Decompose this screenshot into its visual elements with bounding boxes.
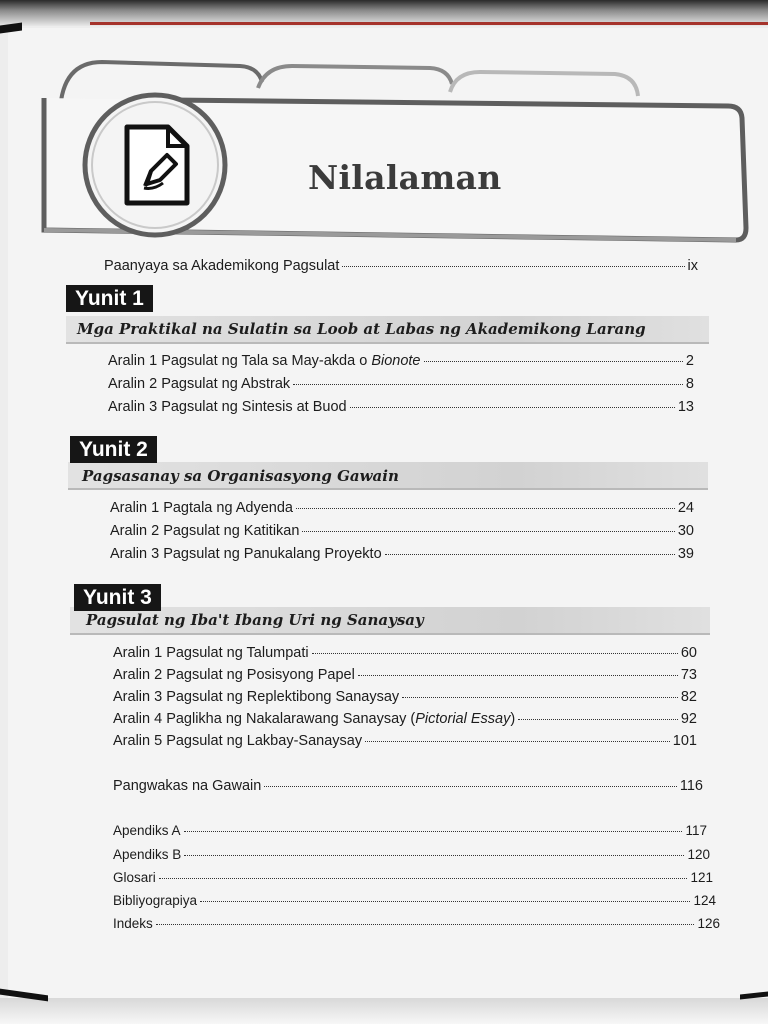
toc-entry-page: 30 [677,523,694,539]
leader-dots [156,924,695,925]
toc-entry-page: 117 [685,823,707,838]
leader-dots [350,407,675,408]
leader-dots [302,531,674,532]
leader-dots [402,697,678,698]
toc-entry-page: 73 [680,667,697,683]
toc-entry-page: 8 [685,376,694,392]
toc-entry-label: Pangwakas na Gawain [113,778,262,794]
leader-dots [200,901,690,902]
toc-entry-page: 82 [680,689,697,705]
page-title: Nilalaman [308,158,502,197]
toc-entry-intro[interactable] [104,258,698,274]
toc-entry-glossary[interactable] [113,870,713,885]
unit-2-badge: Yunit 2 [70,436,157,463]
leader-dots [264,786,677,787]
toc-entry-label: Apendiks B [113,847,182,862]
toc-entry-page: 124 [693,893,716,908]
unit-2-title: Pagsasanay sa Organisasyong Gawain [82,467,399,485]
toc-entry-lesson[interactable] [108,353,694,369]
toc-entry-label: Aralin 2 Pagsulat ng Katitikan [110,523,300,539]
toc-entry-index[interactable] [113,916,720,931]
leader-dots [342,266,684,267]
toc-entry-lesson[interactable] [113,711,697,727]
toc-entry-page: 2 [685,353,694,369]
toc-entry-page: ix [687,258,698,274]
toc-entry-label: Aralin 1 Pagsulat ng Talumpati [113,645,309,661]
toc-entry-lesson[interactable] [113,689,697,705]
toc-entry-label: Aralin 5 Pagsulat ng Lakbay-Sanaysay [113,733,363,749]
toc-entry-appendix-a[interactable] [113,823,707,838]
unit-1-badge: Yunit 1 [66,285,153,312]
page-bottom-edge [0,998,768,1024]
leader-dots [296,508,675,509]
toc-entry-bibliography[interactable] [113,893,716,908]
toc-entry-label: Apendiks A [113,823,181,838]
toc-entry-label: Bibliyograpiya [113,893,198,908]
toc-entry-label: Aralin 2 Pagsulat ng Posisyong Papel [113,667,355,683]
unit-1-title: Mga Praktikal na Sulatin sa Loob at Labas ng Akademikong Larang [77,320,646,338]
toc-entry-label: Glosari [113,870,156,885]
toc-entry-appendix-b[interactable] [113,847,710,862]
toc-entry-label: Aralin 3 Pagsulat ng Replektibong Sanaysay [113,689,400,705]
toc-entry-lesson[interactable] [113,645,697,661]
leader-dots [365,741,670,742]
leader-dots [312,653,678,654]
leader-dots [358,675,678,676]
toc-entry-page: 92 [680,711,697,727]
toc-entry-page: 60 [680,645,697,661]
page-top-red-edge [90,22,768,25]
toc-entry-lesson[interactable] [113,667,697,683]
toc-entry-page: 13 [677,399,694,415]
toc-entry-lesson[interactable] [110,523,694,539]
toc-entry-page: 126 [697,916,720,931]
toc-entry-label: Aralin 3 Pagsulat ng Sintesis at Buod [108,399,347,415]
toc-entry-lesson[interactable] [110,500,694,516]
toc-entry-label: Aralin 2 Pagsulat ng Abstrak [108,376,291,392]
toc-entry-label: Aralin 1 Pagsulat ng Tala sa May-akda o Bionote [108,353,421,369]
toc-entry-label: Aralin 1 Pagtala ng Adyenda [110,500,293,516]
toc-entry-label: Aralin 4 Paglikha ng Nakalarawang Sanaysay (Pictorial Essay) [113,711,516,727]
toc-entry-label: Indeks [113,916,153,931]
toc-entry-page: 39 [677,546,694,562]
leader-dots [385,554,675,555]
toc-entry-closing[interactable] [113,778,703,794]
leader-dots [184,855,684,856]
toc-entry-page: 24 [677,500,694,516]
toc-entry-lesson[interactable] [110,546,694,562]
leader-dots [293,384,683,385]
leader-dots [184,831,683,832]
document-pen-icon [127,127,187,203]
toc-entry-page: 101 [672,733,697,749]
toc-entry-lesson[interactable] [108,399,694,415]
toc-entry-label: Aralin 3 Pagsulat ng Panukalang Proyekto [110,546,382,562]
toc-entry-page: 116 [679,778,703,794]
toc-entry-page: 120 [687,847,710,862]
leader-dots [518,719,678,720]
unit-3-badge: Yunit 3 [74,584,161,611]
leader-dots [424,361,683,362]
leader-dots [159,878,688,879]
toc-entry-lesson[interactable] [113,733,697,749]
toc-entry-label: Paanyaya sa Akademikong Pagsulat [104,258,340,274]
unit-3-title: Pagsulat ng Iba't Ibang Uri ng Sanaysay [86,611,424,629]
toc-entry-lesson[interactable] [108,376,694,392]
header-frame [30,40,750,255]
toc-entry-page: 121 [690,870,713,885]
